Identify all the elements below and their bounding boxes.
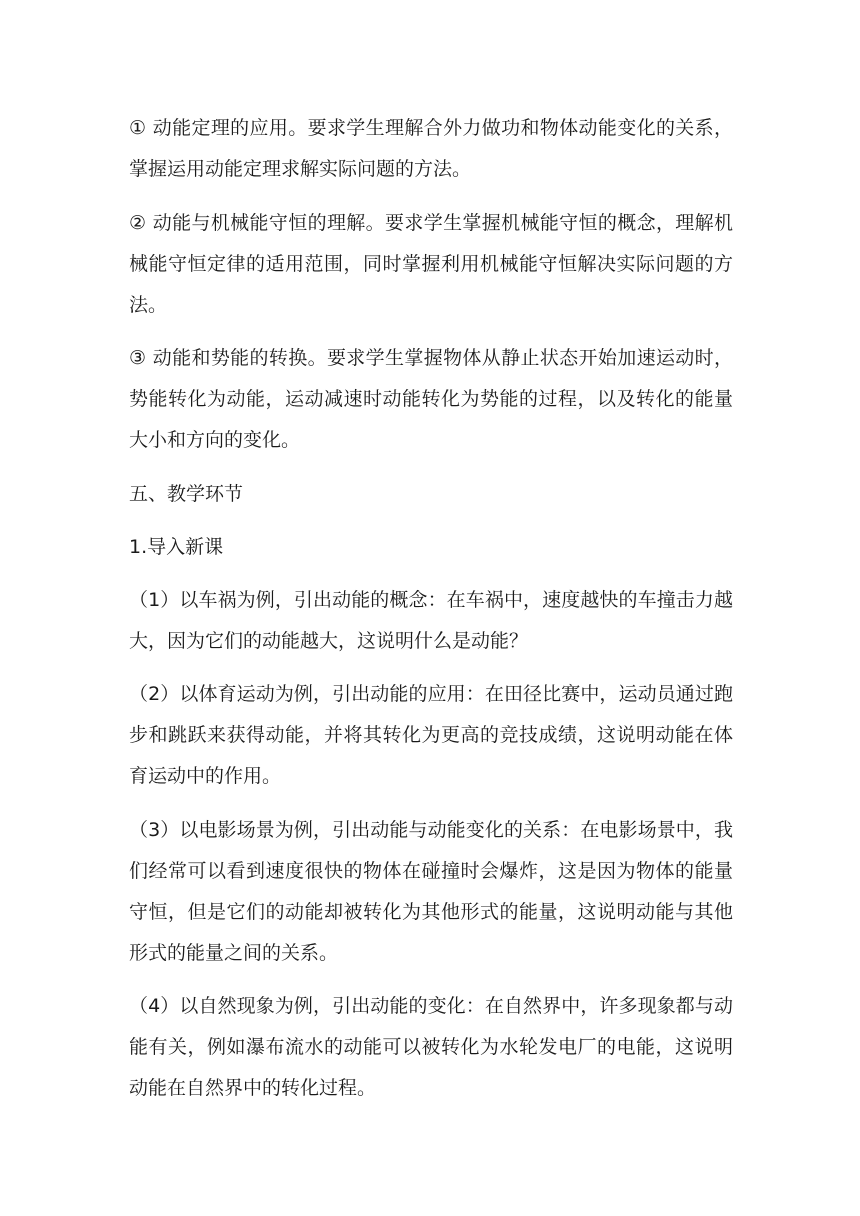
key-point-1: ① 动能定理的应用。要求学生理解合外力做功和物体动能变化的关系，掌握运用动能定理求解实际问题的方法。 (129, 117, 733, 180)
intro-item-3: （3）以电影场景为例，引出动能与动能变化的关系：在电影场景中，我们经常可以看到速度很快的物体在碰撞时会爆炸，这是因为物体的能量守恒，但是它们的动能却被转化为其他形式的能量，这说明动能与其他形式的能量之间的关系。 (129, 818, 733, 964)
intro-item-2: （2）以体育运动为例，引出动能的应用：在田径比赛中，运动员通过跑步和跳跃来获得动能，并将其转化为更高的竞技成绩，这说明动能在体育运动中的作用。 (129, 683, 733, 787)
key-point-2: ② 动能与机械能守恒的理解。要求学生掌握机械能守恒的概念，理解机械能守恒定律的适用范围，同时掌握利用机械能守恒解决实际问题的方法。 (129, 211, 733, 316)
intro-item-4: （4）以自然现象为例，引出动能的变化：在自然界中，许多现象都与动能有关，例如瀑布流水的动能可以被转化为水轮发电厂的电能，这说明动能在自然界中的转化过程。 (129, 995, 733, 1099)
section-heading: 五、教学环节 (129, 482, 244, 505)
key-point-3: ③ 动能和势能的转换。要求学生掌握物体从静止状态开始加速运动时，势能转化为动能，运动减速时动能转化为势能的过程，以及转化的能量大小和方向的变化。 (129, 347, 733, 451)
sub-heading: 1.导入新课 (129, 535, 224, 558)
intro-item-1: （1）以车祸为例，引出动能的概念：在车祸中，速度越快的车撞击力越大，因为它们的动能越大，这说明什么是动能？ (129, 588, 733, 652)
document-body (129, 108, 733, 1122)
